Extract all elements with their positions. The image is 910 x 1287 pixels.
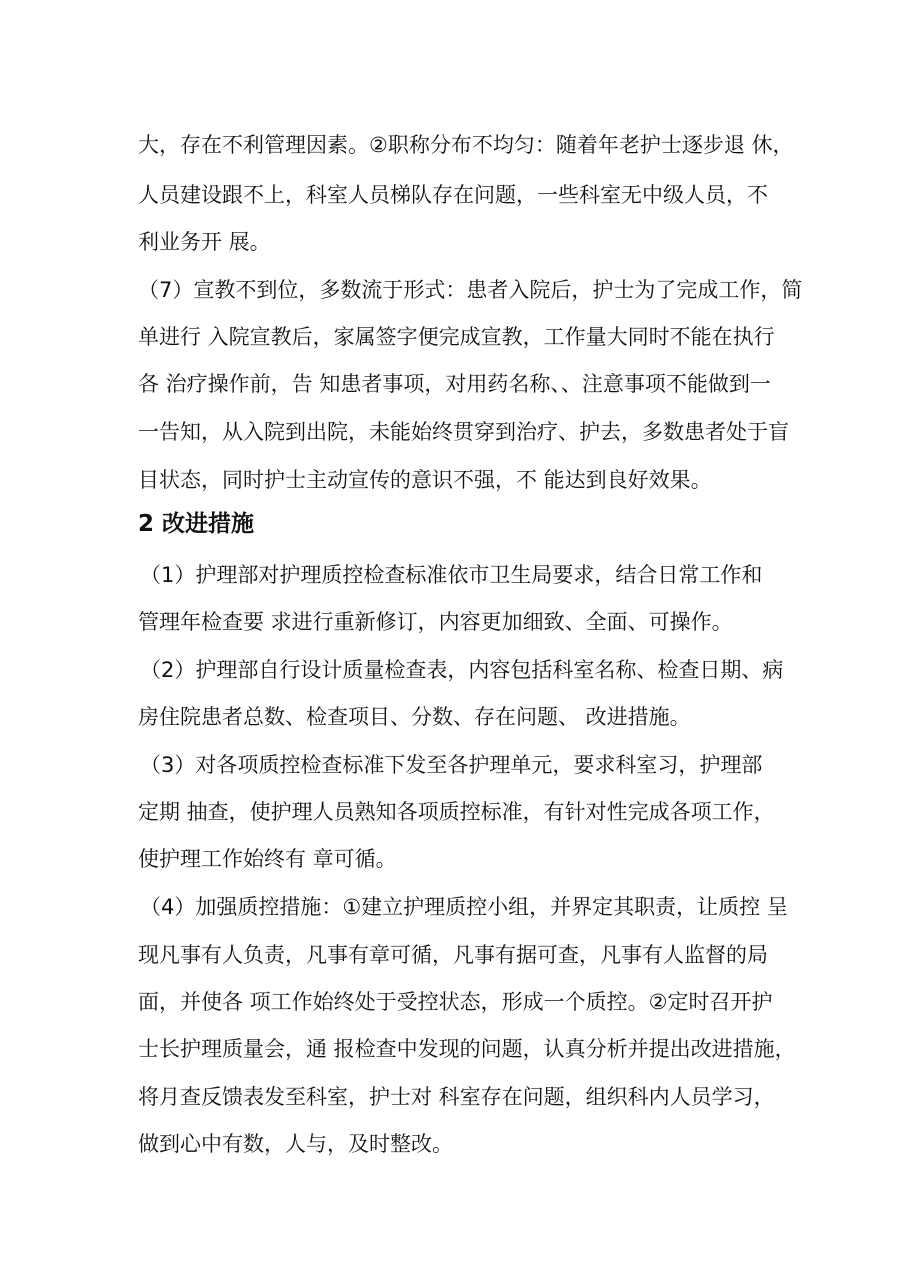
text-line: 做到心中有数，人与，及时整改。 [138, 1132, 453, 1156]
text-line: （7）宣教不到位，多数流于形式：患者入院后，护士为了完成工作，简 [138, 278, 803, 302]
text-line: 现凡事有人负责，凡事有章可循，凡事有据可查，凡事有人监督的局 [138, 943, 768, 967]
text-line: 单进行 入院宣教后，家属签字便完成宣教，工作量大同时不能在执行 [138, 325, 775, 349]
text-line: 将月查反馈表发至科室，护士对 科室存在问题，组织科内人员学习， [138, 1085, 775, 1109]
text-line: 人员建设跟不上，科室人员梯队存在问题，一些科室无中级人员，不 [138, 183, 768, 207]
text-line: （4）加强质控措施：①建立护理质控小组，并界定其职责，让质控 呈 [140, 895, 788, 919]
text-line: 各 治疗操作前，告 知患者事项，对用药名称、、注意事项不能做到一 [138, 372, 771, 396]
text-line: 面，并使各 项工作始终处于受控状态，形成一个质控。②定时召开护 [138, 990, 773, 1014]
text-line: （2）护理部自行设计质量检查表，内容包括科室名称、检查日期、病 [140, 658, 784, 682]
text-line: 大，存在不利管理因素。②职称分布不均匀：随着年老护士逐步退 休， [138, 133, 794, 157]
text-line: 定期 抽查，使护理人员熟知各项质控标准，有针对性完成各项工作， [138, 800, 775, 824]
text-line: 目状态，同时护士主动宣传的意识不强，不 能达到良好效果。 [138, 468, 712, 492]
text-line: 士长护理质量会，通 报检查中发现的问题，认真分析并提出改进措施， [138, 1037, 796, 1061]
text-line: （1）护理部对护理质控检查标准依市卫生局要求，结合日常工作和 [140, 563, 763, 587]
text-line: 房住院患者总数、检查项目、分数、存在问题、 改进措施。 [138, 705, 691, 729]
text-line: 一告知，从入院到出院，未能始终贯穿到治疗、护去，多数患者处于盲 [138, 420, 789, 444]
text-line: 利业务开 展。 [138, 230, 271, 254]
text-line: （3）对各项质控检查标准下发至各护理单元，要求科室习，护理部 [140, 753, 763, 777]
text-line: 使护理工作始终有 章可循。 [138, 847, 397, 871]
text-line: 管理年检查要 求进行重新修订，内容更加细致、全面、可操作。 [138, 610, 733, 634]
section-heading: 2 改进措施 [138, 511, 255, 537]
